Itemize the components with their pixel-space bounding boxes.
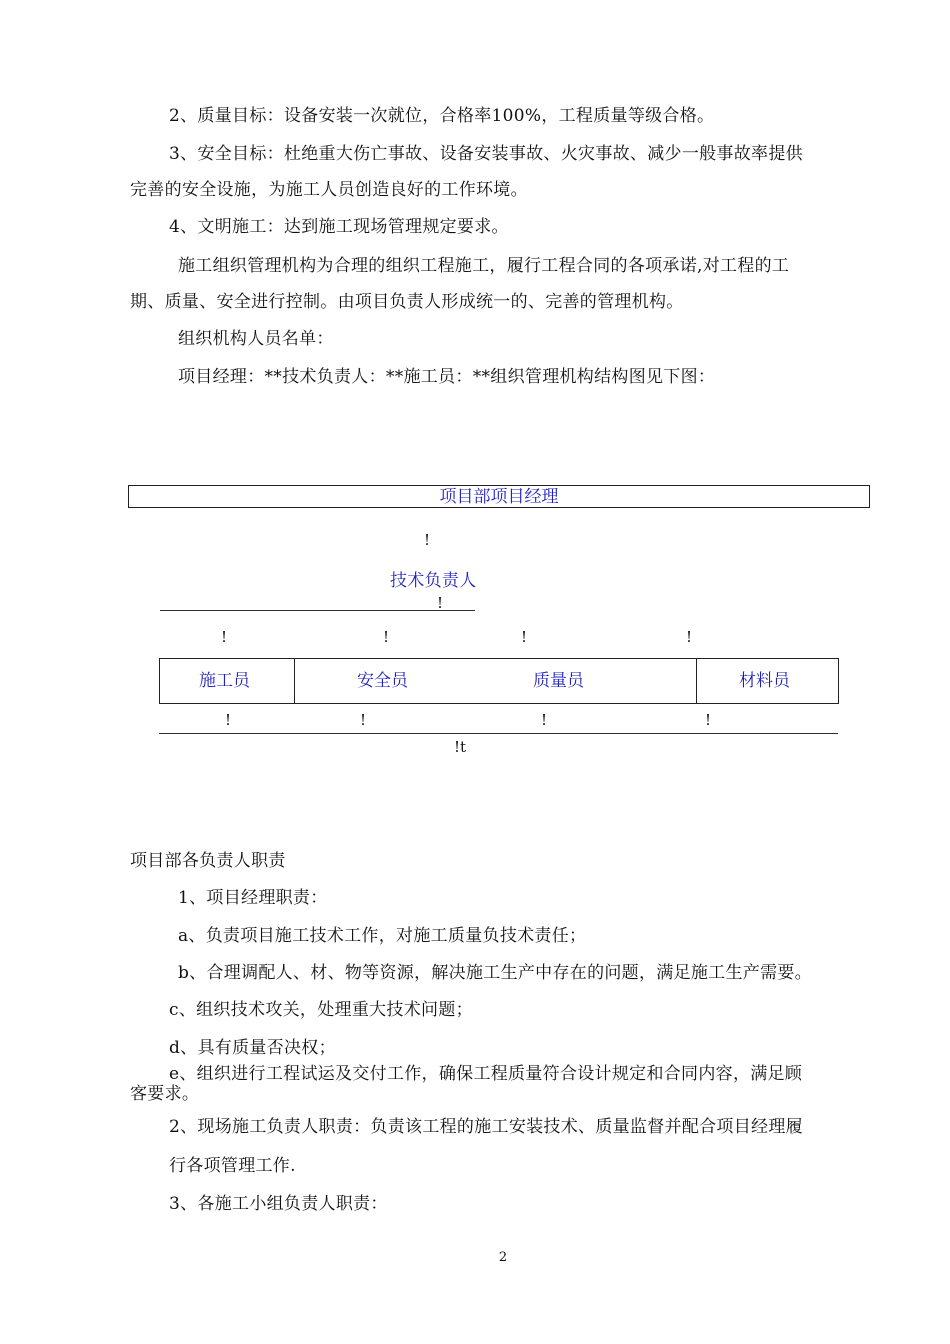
quality-goal: 2、质量目标：设备安装一次就位，合格率100%，工程质量等级合格。	[169, 106, 715, 126]
roles-box	[159, 658, 839, 704]
connector-mark: !	[541, 711, 548, 729]
staff-list: 项目经理：**技术负责人：**施工员：**组织管理机构结构图见下图：	[178, 367, 716, 387]
duty-a: a、负责项目施工技术工作，对施工质量负技术责任；	[178, 926, 587, 946]
connector-mark: !	[383, 628, 390, 646]
duty-c: c、组织技术攻关，处理重大技术问题；	[169, 1000, 473, 1020]
roles-divider	[294, 659, 295, 703]
org-top-label: 项目部项目经理	[439, 487, 559, 507]
duty-1-title: 1、项目经理职责：	[178, 888, 328, 908]
duties-heading: 项目部各负责人职责	[130, 851, 286, 871]
org-second-label: 技术负责人	[390, 571, 477, 591]
staff-list-title: 组织机构人员名单：	[178, 329, 334, 349]
roles-divider	[696, 659, 697, 703]
duty-d: d、具有质量否决权；	[169, 1038, 336, 1058]
duty-3-title: 3、各施工小组负责人职责：	[169, 1194, 388, 1214]
connector-mark: !	[225, 711, 232, 729]
org-second-underline	[160, 610, 475, 611]
duty-e-line1: e、组织进行工程试运及交付工作，确保工程质量符合设计规定和合同内容，满足顾	[169, 1064, 803, 1084]
civilized-construction: 4、文明施工：达到施工现场管理规定要求。	[169, 217, 509, 237]
role-label: 施工员	[199, 671, 250, 691]
duty-2-line1: 2、现场施工负责人职责：负责该工程的施工安装技术、质量监督并配合项目经理履	[169, 1117, 803, 1137]
org-top-box	[128, 485, 870, 508]
org-intro-line2: 期、质量、安全进行控制。由项目负责人形成统一的、完善的管理机构。	[130, 292, 684, 312]
duty-2-line2: 行各项管理工作.	[169, 1156, 296, 1176]
connector-mark: !	[424, 531, 431, 549]
role-label: 安全员	[357, 671, 408, 691]
org-bottom-line	[159, 733, 838, 734]
org-intro-line1: 施工组织管理机构为合理的组织工程施工，履行工程合同的各项承诺,对工程的工	[178, 256, 790, 276]
role-label: 材料员	[739, 671, 790, 691]
role-label: 质量员	[533, 671, 584, 691]
connector-mark: !	[360, 711, 367, 729]
connector-mark: !	[437, 594, 444, 612]
page-number: 2	[498, 1250, 508, 1265]
connector-mark: !	[686, 628, 693, 646]
safety-goal-line1: 3、安全目标：杜绝重大伤亡事故、设备安装事故、火灾事故、减少一般事故率提供	[169, 144, 803, 164]
connector-mark: !	[221, 628, 228, 646]
bottom-mark: !t	[454, 738, 467, 756]
connector-mark: !	[705, 711, 712, 729]
safety-goal-line2: 完善的安全设施，为施工人员创造良好的工作环境。	[130, 180, 528, 200]
duty-e-line2: 客要求。	[130, 1084, 200, 1104]
duty-b: b、合理调配人、材、物等资源，解决施工生产中存在的问题，满足施工生产需要。	[178, 963, 812, 983]
connector-mark: !	[521, 628, 528, 646]
